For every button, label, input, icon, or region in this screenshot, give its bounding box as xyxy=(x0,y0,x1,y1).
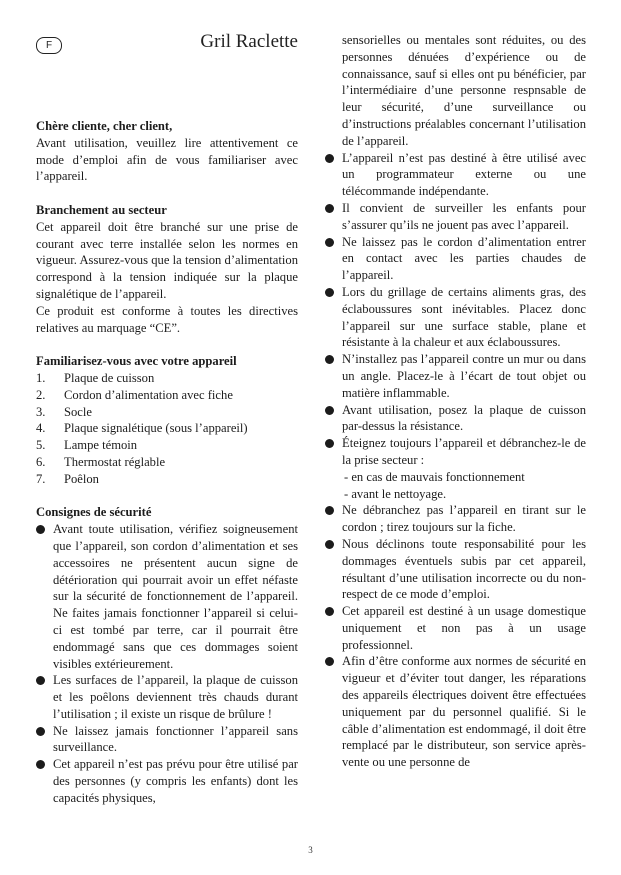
list-item: 5. Lampe témoin xyxy=(36,438,138,453)
greeting-heading: Chère cliente, cher client, xyxy=(36,119,173,133)
list-item: Cet appareil est destiné à un usage domestique uniquement et non pas à un usage professionnel. xyxy=(325,603,586,653)
list-item: 3. Socle xyxy=(36,404,92,419)
list-item: Avant toute utilisation, vérifiez soigneusement que l’appareil, son cordon d’alimentation et ses accessoires ne présentent aucun signe de détérioration qui pourrait avoir un effet néfaste sur la sécurité de fonctionnement de l’appareil. Ne faites jamais fonctionner l’appareil si celui-ci est tombé par terre, car il pourrait être endommagé sans que ces dommages soient visibles extérieurement. xyxy=(36,521,298,672)
list-item: Les surfaces de l’appareil, la plaque de cuisson et les poêlons deviennent très chauds durant l’utilisation ; il existe un risque de brûlure ! xyxy=(36,672,298,722)
familiarisez-heading: Familiarisez-vous avec votre appareil xyxy=(36,354,237,369)
list-item: Avant utilisation, posez la plaque de cuisson par-dessus la résistance. xyxy=(325,402,586,436)
intro-paragraph: Avant utilisation, veuillez lire attentivement ce mode d’emploi afin de vous familiariser avec l’appareil. xyxy=(36,135,298,184)
list-item: Il convient de surveiller les enfants pour s’assurer qu’ils ne jouent pas avec l’appareil. xyxy=(325,200,586,234)
bullet-icon xyxy=(325,657,334,666)
list-item: Ne laissez jamais fonctionner l’appareil sans surveillance. xyxy=(36,723,298,757)
page-title: Gril Raclette xyxy=(200,31,298,52)
list-item: Nous déclinons toute responsabilité pour les dommages éventuels subis par cet appareil, résultant d’une utilisation incorrecte ou du non-respect de ce mode d’emploi. xyxy=(325,536,586,603)
list-item: Ne laissez pas le cordon d’alimentation entrer en contact avec les parties chaudes de l’appareil. xyxy=(325,234,586,284)
list-item: 7. Poêlon xyxy=(36,471,99,486)
bullet-icon xyxy=(325,607,334,616)
list-item: Afin d’être conforme aux normes de sécurité en vigueur et d’éviter tout danger, les réparations des appareils électriques doivent être effectuées uniquement par du personnel qualifié. Si le câble d’alimentation est endommagé, il doit être remplacé par le distributeur, son service après-vente ou une personne de xyxy=(325,653,586,771)
list-item: 6. Thermostat réglable xyxy=(36,454,166,469)
bullet-icon xyxy=(325,540,334,549)
left-column xyxy=(36,118,298,807)
bullet-icon xyxy=(36,727,45,736)
right-column xyxy=(325,32,586,771)
continuation-paragraph: sensorielles ou mentales sont réduites, ou des personnes dénuées d’expérience ou de connaissance, sauf si elles ont pu bénéficier, par l’intermédiaire d’une personne respnsable de leur sécurité, d’une surveillance ou d’instructions préalables concernant l’utilisation de l’appareil. xyxy=(342,33,586,148)
bullet-icon xyxy=(325,154,334,163)
branchement-heading: Branchement au secteur xyxy=(36,202,167,217)
language-badge: F xyxy=(36,37,62,54)
parts-list xyxy=(36,370,298,488)
list-item: 1. Plaque de cuisson xyxy=(36,370,155,385)
list-item: Ne débranchez pas l’appareil en tirant sur le cordon ; tirez toujours sur la fiche. xyxy=(325,502,586,536)
list-item: 4. Plaque signalétique (sous l’appareil) xyxy=(36,421,248,436)
bullet-icon xyxy=(325,288,334,297)
bullet-icon xyxy=(325,238,334,247)
branchement-paragraph: Cet appareil doit être branché sur une prise de courant avec terre installée selon les normes en vigueur. Assurez-vous que la tension d’alimentation correspond à la tension indiquée sur la plaque signalétique de l’appareil. xyxy=(36,219,298,301)
sub-item: - avant le nettoyage. xyxy=(344,486,447,501)
list-item: N’installez pas l’appareil contre un mur ou dans un angle. Placez-le à l’écart de tout objet ou matière inflammable. xyxy=(325,351,586,401)
sub-item: - en cas de mauvais fonctionnement xyxy=(344,469,525,484)
bullet-icon xyxy=(36,525,45,534)
list-item: Lors du grillage de certains aliments gras, des éclaboussures sont inévitables. Placez donc l’appareil sur une surface stable, plane et résistante à la chaleur et aux éclaboussures. xyxy=(325,284,586,351)
bullet-icon xyxy=(325,506,334,515)
page-number: 3 xyxy=(308,845,313,855)
bullet-icon xyxy=(325,355,334,364)
list-item: L’appareil n’est pas destiné à être utilisé avec un programmateur externe ou une télécommande indépendante. xyxy=(325,150,586,200)
list-item: Éteignez toujours l’appareil et débranchez-le de la prise secteur : - en cas de mauvais fonctionnement - avant le nettoyage. xyxy=(325,435,586,502)
bullet-icon xyxy=(325,439,334,448)
consignes-heading: Consignes de sécurité xyxy=(36,505,152,520)
bullet-icon xyxy=(36,676,45,685)
list-item: Cet appareil n’est pas prévu pour être utilisé par des personnes (y compris les enfants) dont les capacités physiques, xyxy=(36,756,298,806)
bullet-icon xyxy=(36,760,45,769)
ce-paragraph: Ce produit est conforme à toutes les directives relatives au marquage “CE”. xyxy=(36,303,298,335)
bullet-icon xyxy=(325,406,334,415)
list-item: 2. Cordon d’alimentation avec fiche xyxy=(36,387,233,402)
safety-list-right xyxy=(325,150,586,771)
safety-list-left xyxy=(36,521,298,807)
bullet-icon xyxy=(325,204,334,213)
